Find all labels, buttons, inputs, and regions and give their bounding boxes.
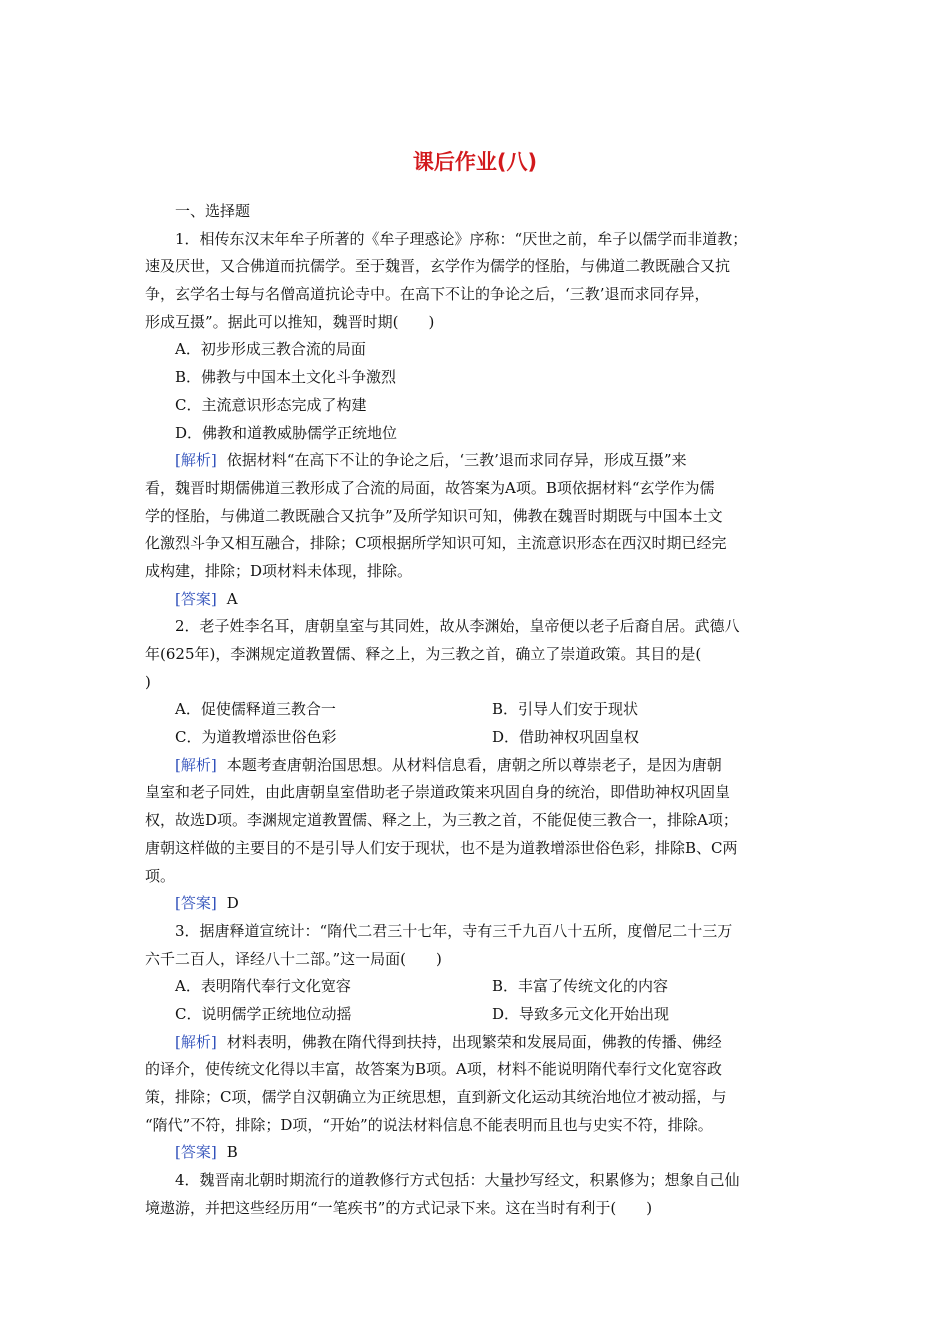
- question-text-line: ): [145, 672, 151, 691]
- analysis-line: [145, 1029, 809, 1057]
- question-text-line: 3．据唐释道宣统计：“隋代二君三十七年，寺有三千九百八十五所，度僧尼二十三万: [175, 921, 733, 940]
- analysis-line: 看，魏晋时期儒佛道三教形成了合流的局面，故答案为A项。B项依据材料“玄学作为儒: [145, 478, 715, 497]
- option-row: [145, 1001, 809, 1029]
- answer-line: [145, 890, 809, 918]
- analysis-text: 依据材料“在高下不让的争论之后，‘三教’退而求同存异，形成互摄”来: [226, 451, 687, 470]
- analysis-line: 皇室和老子同姓，由此唐朝皇室借助老子崇道政策来巩固自身的统治，即借助神权巩固皇: [145, 783, 731, 802]
- answer-tag: [答案]: [175, 894, 217, 913]
- option-b: B．佛教与中国本土文化斗争激烈: [175, 368, 397, 387]
- answer-value: B: [226, 1143, 238, 1162]
- question-text-line: 年(625年)，李渊规定道教置儒、释之上，为三教之首，确立了崇道政策。其目的是(: [145, 645, 702, 663]
- section-heading: 一、选择题: [175, 202, 251, 220]
- analysis-line: 学的怪胎，与佛道二教既融合又抗争”及所学知识可知，佛教在魏晋时期既与中国本土文: [145, 506, 723, 525]
- page-title: 课后作业(八): [412, 150, 538, 174]
- option-d: D．导致多元文化开始出现: [492, 1004, 670, 1023]
- question-text-line: 2．老子姓李名耳，唐朝皇室与其同姓，故从李渊始，皇帝便以老子后裔自居。武德八: [175, 617, 740, 636]
- option-c: C．主流意识形态完成了构建: [175, 395, 367, 414]
- analysis-line: “隋代”不符，排除；D项，“开始”的说法材料信息不能表明而且也与史实不符，排除。: [145, 1115, 713, 1134]
- answer-value: A: [226, 589, 238, 608]
- question-text-line: 形成互摄”。据此可以推知，魏晋时期( ): [145, 312, 435, 331]
- question-text-line: 4．魏晋南北朝时期流行的道教修行方式包括：大量抄写经文，积累修为；想象自己仙: [175, 1171, 740, 1190]
- question-2: [145, 613, 809, 918]
- option-c: C．为道教增添世俗色彩: [175, 728, 337, 747]
- analysis-line: 权，故选D项。李渊规定道教置儒、释之上，为三教之首，不能促使三教合一，排除A项；: [145, 811, 738, 830]
- option-a: A．促使儒释道三教合一: [175, 700, 336, 719]
- option-b: B．引导人们安于现状: [492, 700, 639, 719]
- option-d: D．借助神权巩固皇权: [492, 728, 640, 747]
- analysis-text: 本题考查唐朝治国思想。从材料信息看，唐朝之所以尊崇老子，是因为唐朝: [226, 755, 722, 774]
- analysis-line: [145, 447, 809, 475]
- analysis-tag: [解析]: [175, 755, 217, 774]
- answer-line: [145, 586, 809, 614]
- analysis-line: 唐朝这样做的主要目的不是引导人们安于现状，也不是为道教增添世俗色彩，排除B、C两: [145, 838, 738, 857]
- question-text-line: 1．相传东汉末年牟子所著的《牟子理惑论》序称：“厌世之前，牟子以儒学而非道教；: [175, 229, 748, 248]
- option-b: B．丰富了传统文化的内容: [492, 977, 669, 996]
- question-1: [145, 226, 809, 614]
- option-a: A．表明隋代奉行文化宽容: [175, 977, 351, 996]
- answer-line: [145, 1139, 809, 1167]
- analysis-text: 材料表明，佛教在隋代得到扶持，出现繁荣和发展局面，佛教的传播、佛经: [226, 1032, 722, 1051]
- analysis-line: 项。: [145, 866, 176, 885]
- question-text-line: 境遨游，并把这些经历用“一笔疾书”的方式记录下来。这在当时有利于( ): [145, 1198, 653, 1217]
- analysis-line: 成构建，排除；D项材料未体现，排除。: [145, 561, 413, 580]
- option-row: [145, 724, 809, 752]
- question-3: [145, 918, 809, 1167]
- analysis-line: 化激烈斗争又相互融合，排除；C项根据所学知识可知，主流意识形态在西汉时期已经完: [145, 534, 727, 553]
- question-text-line: 速及厌世，又合佛道而抗儒学。至于魏晋，玄学作为儒学的怪胎，与佛道二教既融合又抗: [145, 257, 731, 276]
- question-text-line: 六千二百人，译经八十二部。”这一局面( ): [145, 949, 442, 968]
- analysis-line: 策，排除；C项，儒学自汉朝确立为正统思想，直到新文化运动其统治地位才被动摇，与: [145, 1088, 727, 1106]
- analysis-line: 的译介，使传统文化得以丰富，故答案为B项。A项，材料不能说明隋代奉行文化宽容政: [145, 1060, 722, 1079]
- answer-value: D: [226, 894, 239, 913]
- answer-tag: [答案]: [175, 589, 217, 608]
- option-row: [145, 973, 809, 1001]
- analysis-tag: [解析]: [175, 451, 217, 470]
- option-row: [145, 696, 809, 724]
- analysis-tag: [解析]: [175, 1032, 217, 1051]
- question-4: [145, 1167, 809, 1222]
- answer-tag: [答案]: [175, 1143, 217, 1162]
- analysis-line: [145, 752, 809, 780]
- question-text-line: 争，玄学名士每与名僧高道抗论寺中。在高下不让的争论之后，‘三教’退而求同存异，: [145, 285, 710, 304]
- option-c: C．说明儒学正统地位动摇: [175, 1004, 352, 1023]
- document-body: [145, 198, 809, 1222]
- option-d: D．佛教和道教威胁儒学正统地位: [175, 423, 398, 442]
- option-a: A．初步形成三教合流的局面: [175, 340, 366, 359]
